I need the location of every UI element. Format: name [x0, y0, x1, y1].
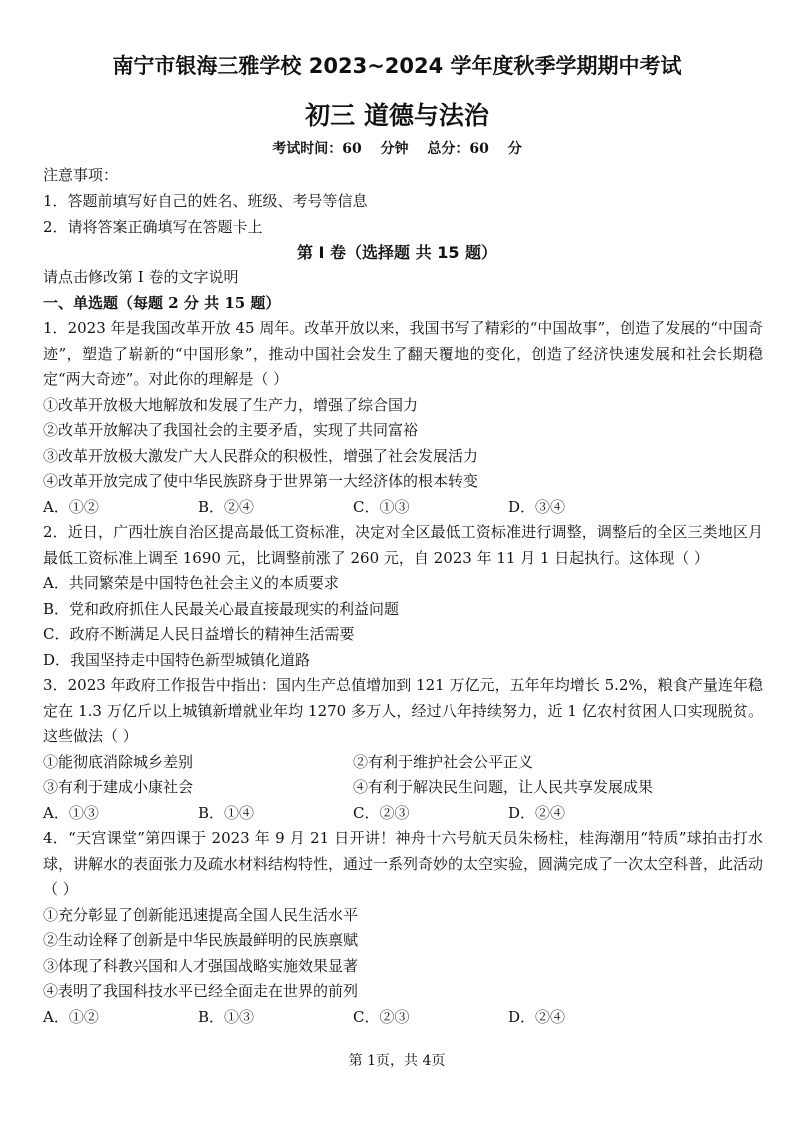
statement: ①改革开放极大地解放和发展了生产力，增强了综合国力	[43, 395, 419, 414]
statement: ④表明了我国科技水平已经全面走在世界的前列	[43, 982, 359, 1000]
question-4-stem: 4．“天宫课堂”第四课于 2023 年 9 月 21 日开讲！神舟十六号航天员朱杨柱，桂海潮用“特质”球拍击打水球，讲解水的表面张力及疏水材料结构特性，通过一系列奇妙的太空实验，圆满完成了一次太空科普，此活动（ ）	[43, 829, 764, 898]
note-item: 1．答题前填写好自己的姓名、班级、考号等信息	[43, 192, 368, 210]
option-b: B．党和政府抓住人民最关心最直接最现实的利益问题	[43, 599, 400, 618]
statement: ③体现了科教兴国和人才强国战略实施效果显著	[43, 956, 359, 975]
question-4-options	[43, 1005, 763, 1031]
option-c: C．②③	[353, 803, 410, 822]
exam-info: 考试时间：60 分钟 总分：60 分	[272, 141, 522, 157]
statement: ④有利于解决民生问题，让人民共享发展成果	[353, 778, 654, 796]
option-d: D．②④	[508, 803, 566, 822]
option-b: B．②④	[198, 497, 255, 516]
question-1-stem: 1．2023 年是我国改革开放 45 周年。改革开放以来，我国书写了精彩的“中国故事”，创造了发展的“中国奇迹”，塑造了崭新的“中国形象”，推动中国社会发生了翻天覆地的变化，创造了经济快速发展和社会长期稳定“两大奇迹”。对此你的理解是（ ）	[43, 319, 763, 388]
note-item: 2．请将答案正确填写在答题卡上	[43, 218, 263, 236]
section-title: 第 I 卷（选择题 共 15 题）	[296, 243, 498, 262]
question-3-statements-row	[43, 750, 763, 776]
question-1-options	[43, 495, 763, 521]
question-3-stem: 3．2023 年政府工作报告中指出：国内生产总值增加到 121 万亿元，五年年均增长 5.2%，粮食产量连年稳定在 1.3 万亿斤以上城镇新增就业年均 1270 多万人，经过八年持续努力，近 1 亿农村贫困人口实现脱贫。这些做法（ ）	[43, 676, 763, 745]
question-3-options	[43, 801, 763, 827]
option-c: C．②③	[353, 1007, 410, 1026]
statement: ①能彻底消除城乡差别	[43, 752, 194, 771]
option-a: A．共同繁荣是中国特色社会主义的本质要求	[43, 574, 339, 592]
part-title: 一、单选题（每题 2 分 共 15 题）	[43, 293, 281, 312]
statement: ②改革开放解决了我国社会的主要矛盾，实现了共同富裕	[43, 421, 419, 439]
option-b: B．①④	[198, 803, 255, 822]
option-a: A．①②	[43, 1007, 99, 1026]
question-3-statements-row	[43, 775, 763, 801]
option-a: A．①③	[43, 803, 99, 822]
option-b: B．①③	[198, 1007, 255, 1026]
exam-subject: 初三 道德与法治	[305, 101, 489, 130]
option-c: C．①③	[353, 497, 410, 516]
option-d: D．我国坚持走中国特色新型城镇化道路	[43, 650, 311, 669]
page-number: 第 1页，共 4页	[348, 1053, 446, 1069]
option-d: D．③④	[508, 497, 566, 516]
statement: ①充分彰显了创新能迅速提高全国人民生活水平	[43, 905, 359, 924]
questions-body	[43, 265, 763, 1030]
notes-heading: 注意事项：	[43, 166, 119, 184]
statement: ②有利于维护社会公平正义	[353, 752, 534, 771]
statement: ③有利于建成小康社会	[43, 778, 194, 796]
statement: ④改革开放完成了使中华民族跻身于世界第一大经济体的根本转变	[43, 472, 479, 490]
option-c: C．政府不断满足人民日益增长的精神生活需要	[43, 625, 355, 643]
section-edit-hint: 请点击修改第 I 卷的文字说明	[43, 268, 239, 286]
notes-block	[43, 162, 763, 240]
option-d: D．②④	[508, 1007, 566, 1026]
statement: ③改革开放极大激发广大人民群众的积极性，增强了社会发展活力	[43, 446, 479, 465]
statement: ②生动诠释了创新是中华民族最鲜明的民族禀赋	[43, 931, 359, 949]
exam-title: 南宁市银海三雅学校 2023~2024 学年度秋季学期期中考试	[112, 54, 682, 78]
question-2-stem: 2．近日，广西壮族自治区提高最低工资标准，决定对全区最低工资标准进行调整，调整后的全区三类地区月最低工资标准上调至 1690 元，比调整前涨了 260 元，自 2023 年 11 月 1 日起执行。这体现（ ）	[43, 523, 763, 567]
option-a: A．①②	[43, 497, 99, 516]
